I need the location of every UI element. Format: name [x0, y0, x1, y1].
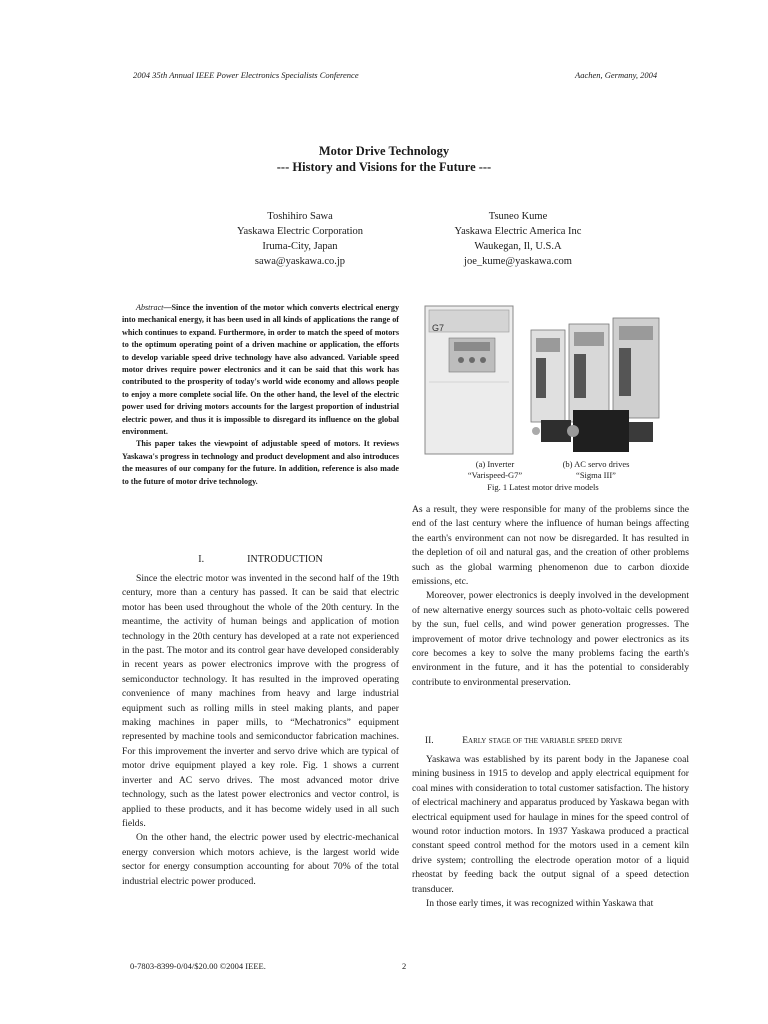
abstract: [122, 302, 399, 488]
conference-header: 2004 35th Annual IEEE Power Electronics Specialists Conference: [133, 70, 359, 80]
author-name: Toshihiro Sawa: [267, 211, 333, 222]
author-name: Tsuneo Kume: [488, 211, 548, 222]
section-1-heading: [122, 554, 399, 565]
page-number: 2: [402, 961, 407, 971]
right-paragraph-1: As a result, they were responsible for many of the problems since the end of the last century where the influence of human beings affecting the earth's environment can not now be disregarded. It has resulted in the depletion of oil and natural gas, and the creation of other problems such as the global warming phenomenon due to carbon dioxide emissions, etc.: [412, 504, 689, 588]
servo-motor-1-shape: [541, 420, 571, 442]
copyright-footer: 0-7803-8399-0/04/$20.00 ©2004 IEEE.: [130, 961, 266, 971]
paper-subtitle: --- History and Visions for the Future ---: [276, 160, 492, 174]
section-1-number: I.: [198, 554, 205, 565]
author-block-1: [200, 209, 400, 269]
author-city: Iruma-City, Japan: [262, 241, 338, 252]
author-city: Waukegan, Il, U.S.A: [474, 241, 562, 252]
author-email: joe_kume@yaskawa.com: [464, 256, 572, 267]
section-2-number: II.: [425, 736, 434, 746]
caption-a-line-1: (a) Inverter: [475, 459, 515, 469]
section-2-title: Early stage of the variable speed drive: [462, 736, 623, 746]
author-block-2: [418, 209, 618, 269]
abstract-paragraph-1: —Since the invention of the motor which converts electrical energy into mechanical energy, it has been used in all kinds of applications the range of which continues to expand. Furthermore, in order to match the speed of motors to the optimum operating point of a driven machine or application, the efforts to develop variable speed drive technology have also advanced. Variable speed motor drives require power electronics and it can be said that this work has contributed to the prosperity of today's world wide economy and allows people to enjoy a more complete social life. On the other hand, the level of the electric power used for driving motors accounts for the largest proportion of industrial electric power, and thus it is impossible to disregard its influence on the global environment.: [122, 303, 399, 437]
caption-b-line-1: (b) AC servo drives: [562, 459, 630, 469]
right-column-bottom: [412, 753, 689, 911]
inverter-model-label: G7: [432, 323, 445, 333]
right-column-top: [412, 503, 689, 690]
intro-paragraph-2: On the other hand, the electric power used by electric-mechanical energy conversion which motors achieve, is the largest world wide sector for energy consumption accounting for about 70% of the total industrial electric power produced.: [122, 832, 399, 887]
author-org: Yaskawa Electric Corporation: [236, 226, 364, 237]
section-2-heading: [425, 736, 622, 746]
figure-caption-b: [548, 459, 644, 481]
servo-motor-2-shape: [573, 410, 629, 452]
caption-a-line-2: “Varispeed-G7”: [467, 470, 523, 480]
figure-caption-a: [460, 459, 530, 481]
section-1-title: INTRODUCTION: [247, 554, 323, 565]
author-org: Yaskawa Electric America Inc: [454, 226, 582, 237]
right-paragraph-2: Moreover, power electronics is deeply involved in the development of new alternative energy sources such as photo-voltaic cells powered by the sun, fuel cells, and wind power generation progresses. The improvement of motor drive technology and power electronics as its core becomes a key to solve the many problems facing the earth's environment in the future, and it has the potential to considerably contribute to environmental preservation.: [412, 590, 689, 688]
intro-paragraph-1: Since the electric motor was invented in the second half of the 19th century, more than a century has passed. It can be said that electric motor has been used throughout the whole of the 20th century. In the meantime, the activity of human beings and application of motion technology in the 20th century has developed at a rate not experienced in the past. The motor and its control gear have developed considerably in recent years as power electronics improve with the progress of semiconductor technology. It has resulted in the improved operating convenience of many machines from heavy and large industrial equipment such as rolling mills in steel making plants, and paper making machines in paper mills, to “Mechatronics” equipment represented by machine tools and semiconductor fabrication machines. For this improvement the inverter and servo drive which are typical of motor drive equipment played a key role. Fig. 1 shows a current inverter and AC servo drives. The most advanced motor drive technology, such as the latest power electronics and vector control, is applied to these products, and it has become widely used in all such fields.: [122, 573, 399, 829]
section-2-paragraph-2: In those early times, it was recognized within Yaskawa that: [426, 898, 654, 910]
section-2-paragraph-1: Yaskawa was established by its parent body in the Japanese coal mining business in 1915 to develop and apply electrical equipment for coal mines with consideration to total customer satisfaction. The history of electrical machinery and apparatus produced by Yaskawa began with electrical equipment used for haulage in mines for the speed control of wound rotor induction motors. In 1937 Yaskawa produced a practical constant speed control method for the motors used in a cement kiln drive system; controlling the electrode operation motor of a liquid rheostat by feeding back the output signal of a speed detection transducer.: [412, 754, 689, 895]
left-column: [122, 572, 399, 889]
location-header: Aachen, Germany, 2004: [575, 70, 658, 80]
figure-1-photo: [423, 302, 663, 457]
author-email: sawa@yaskawa.co.jp: [254, 256, 346, 267]
paper-title: Motor Drive Technology: [318, 144, 450, 158]
caption-b-line-2: “Sigma III”: [576, 470, 616, 480]
abstract-paragraph-2: This paper takes the viewpoint of adjustable speed of motors. It reviews Yaskawa's progress in technology and product development and also introduces the measures of our company for the future. In addition, reference is also made to the future of motor drive technology.: [122, 439, 399, 486]
figure-1-caption: Fig. 1 Latest motor drive models: [487, 482, 599, 492]
abstract-lead: Abstract: [136, 303, 164, 312]
